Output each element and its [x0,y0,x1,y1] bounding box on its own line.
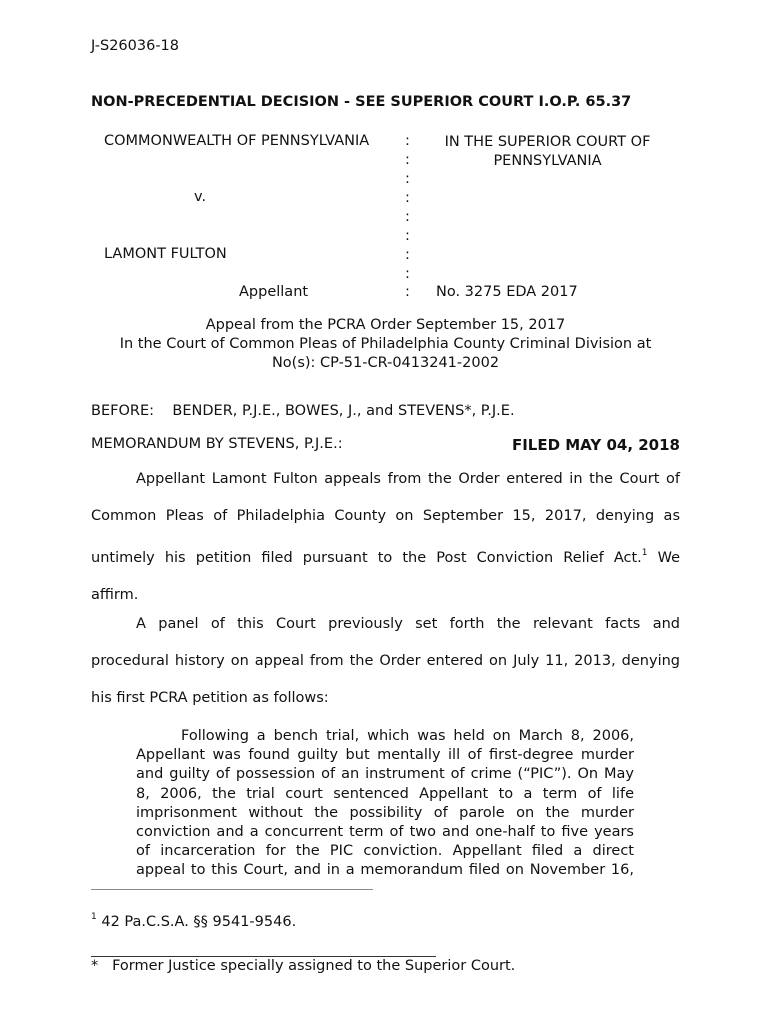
caption-colon: : [405,152,410,168]
decision-heading: NON-PRECEDENTIAL DECISION - SEE SUPERIOR COURT I.O.P. 65.37 [91,94,632,110]
party-appellant-name: LAMONT FULTON [104,246,227,262]
caption-colon: : [405,284,410,300]
filed-date: FILED MAY 04, 2018 [511,436,680,454]
paragraph-text: untimely his petition filed pursuant to the Post Conviction Relief Act. [91,550,642,566]
footnote-marker: 1 [91,912,97,922]
appeal-info-line: No(s): CP-51-CR-0413241-2002 [271,355,500,371]
court-name-line: PENNSYLVANIA [493,153,602,169]
quote-line: conviction and a concurrent term of two and one-half to five years [136,824,634,841]
quote-line: 8, 2006, the trial court sentenced Appellant to a term of life [136,785,634,802]
caption-colon: : [405,228,410,244]
paragraph-line: procedural history on appeal from the Order entered on July 11, 2013, denying [91,653,680,669]
appeal-info-line: In the Court of Common Pleas of Philadelphia County Criminal Division at [119,336,652,352]
paragraph-line: his first PCRA petition as follows: [91,690,329,706]
memorandum-author: MEMORANDUM BY STEVENS, P.J.E.: [91,436,343,452]
party-commonwealth: COMMONWEALTH OF PENNSYLVANIA [104,133,370,149]
footnote-separator [91,889,373,890]
quote-line: Appellant was found guilty but mentally ill of first-degree murder [136,747,634,764]
caption-colon: : [405,133,410,149]
footnote-text: 42 Pa.C.S.A. §§ 9541-9546. [101,914,297,930]
footnote-text: Former Justice specially assigned to the Superior Court. [112,958,516,974]
paragraph-1 [91,461,680,614]
court-name-line: IN THE SUPERIOR COURT OF [444,134,651,150]
quote-line: Following a bench trial, which was held on March 8, 2006, [181,728,634,744]
docket-number: J-S26036-18 [91,38,180,54]
footnote-1 [91,912,296,930]
paragraph-line: Common Pleas of Philadelphia County on September 15, 2017, denying as [91,508,680,524]
footnote-star [91,958,515,974]
caption-colon: : [405,247,410,263]
versus-label: v. [194,189,207,205]
caption-colon: : [405,266,410,282]
panel-line: BEFORE: BENDER, P.J.E., BOWES, J., and STEVENS*, P.J.E. [91,403,515,419]
footnote-marker: * [91,958,99,974]
paragraph-line [91,461,680,498]
quote-line: appeal to this Court, and in a memorandum filed on November 16, [136,862,634,879]
block-quote [136,727,634,881]
court-name [425,133,670,171]
caption-colon: : [405,209,410,225]
caption-colon: : [405,171,410,187]
caption-colon: : [405,190,410,206]
paragraph-line [91,535,680,577]
footnote-separator [91,956,436,957]
paragraph-line: affirm. [91,587,139,603]
footnote-ref-1[interactable]: 1 [641,548,648,558]
paragraph-2 [91,606,680,717]
party-role-label: Appellant [239,284,309,300]
paragraph-text: Appellant Lamont Fulton appeals from the Order entered in the Court of [136,471,680,487]
appeal-info [91,316,680,373]
paragraph-text: A panel of this Court previously set forth the relevant facts and [136,616,680,632]
case-number: No. 3275 EDA 2017 [436,284,578,300]
paragraph-text: We [657,550,681,566]
paragraph-line [91,606,680,643]
quote-line: imprisonment without the possibility of parole on the murder [136,804,634,821]
quote-line: of incarceration for the PIC conviction. Appellant filed a direct [136,843,634,860]
quote-line: and guilty of possession of an instrument of crime (“PIC”). On May [136,766,634,783]
appeal-info-line: Appeal from the PCRA Order September 15, 2017 [205,317,566,333]
